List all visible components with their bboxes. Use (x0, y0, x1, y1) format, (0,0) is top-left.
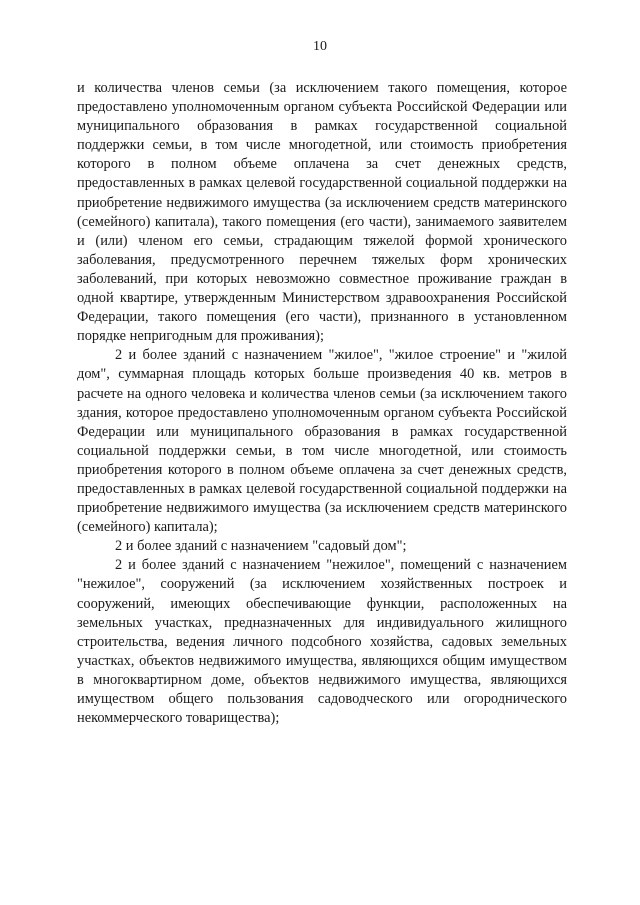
paragraph-non-residential: 2 и более зданий с назначением "нежилое", помещений с назначением "нежилое", сооружений (за исключением хозяйственных построек и сооружений, имеющих обеспечивающие функции, расположенных на земельных участках, предназначенных для индивидуального жилищного строительства, ведения личного подсобного хозяйства, садовых земельных участках, объектов недвижимого имущества, являющихся общим имуществом в многоквартирном доме, объектов недвижимого имущества, являющихся имуществом общего пользования садоводческого или огороднического некоммерческого товарищества); (77, 557, 567, 727)
paragraph-continuation: и количества членов семьи (за исключением такого помещения, которое предоставлено уполномоченным органом субъекта Российской Федерации или муниципального образования в рамках государственной социальной поддержки семьи, в том числе многодетной, или стоимость приобретения которого в полном объеме оплачена за счет денежных средств, предоставленных в рамках целевой государственной социальной поддержки на приобретение недвижимого имущества (за исключением средств материнского (семейного) капитала), такого помещения (его части), занимаемого заявителем и (или) членом его семьи, страдающим тяжелой формой хронического заболевания, предусмотренного перечнем тяжелых форм хронических заболеваний, при которых невозможно совместное проживание граждан в одной квартире, утвержденным Министерством здравоохранения Российской Федерации, такого помещения (его части), признанного в установленном порядке непригодным для проживания); (77, 80, 567, 345)
page-number: 10 (313, 39, 327, 54)
paragraph-garden-houses: 2 и более зданий с назначением "садовый дом"; (115, 538, 407, 555)
paragraph-residential-buildings: 2 и более зданий с назначением "жилое", "жилое строение" и "жилой дом", суммарная площадь которых больше произведения 40 кв. метров в расчете на одного человека и количества членов семьи (за исключением такого здания, которое предоставлено уполномоченным органом субъекта Российской Федерации или муниципального образования в рамках государственной социальной поддержки семьи, в том числе многодетной, или стоимость приобретения которого в полном объеме оплачена за счет денежных средств, предоставленных в рамках целевой государственной социальной поддержки на приобретение недвижимого имущества (за исключением средств материнского (семейного) капитала); (77, 347, 567, 536)
document-body (77, 79, 567, 728)
